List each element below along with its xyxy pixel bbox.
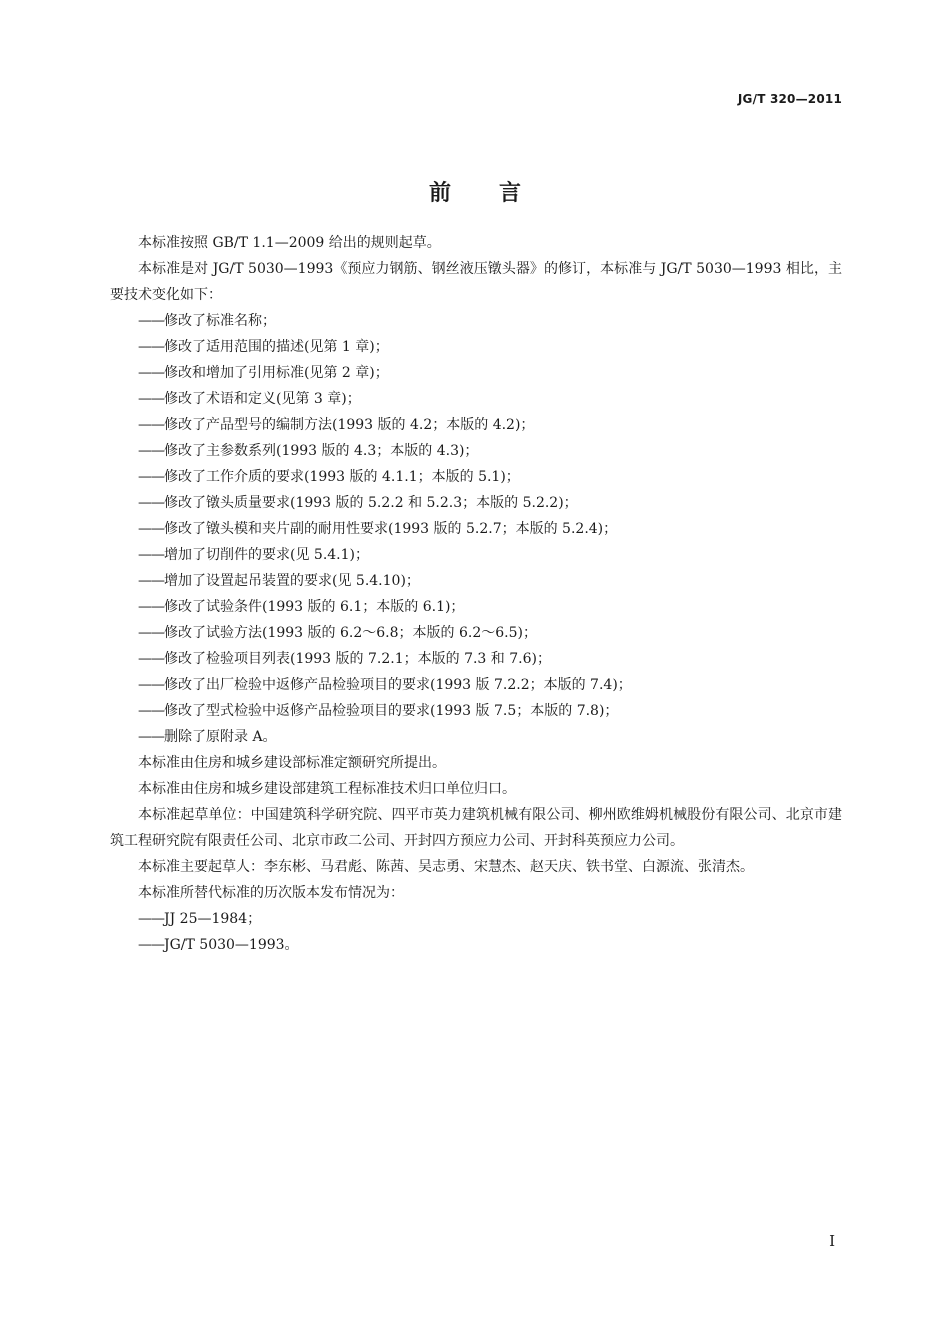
list-dash: —— [138, 651, 164, 667]
list-dash: —— [138, 313, 164, 329]
paragraph-proposer: 本标准由住房和城乡建设部标准定额研究所提出。 [138, 755, 446, 771]
list-item-text: 修改了镦头质量要求(1993 版的 5.2.2 和 5.2.3；本版的 5.2.2)； [164, 495, 578, 511]
list-item [110, 308, 842, 334]
list-item-text: JG/T 5030—1993。 [164, 937, 299, 953]
list-dash: —— [138, 547, 164, 563]
list-item-text: 修改了工作介质的要求(1993 版的 4.1.1；本版的 5.1)； [164, 469, 520, 485]
paragraph-revision-intro: 本标准是对 JG/T 5030—1993《预应力钢筋、钢丝液压镦头器》的修订，本标准与 JG/T 5030—1993 相比，主要技术变化如下： [110, 261, 842, 303]
list-item [110, 438, 842, 464]
list-item-text: 修改了试验条件(1993 版的 6.1；本版的 6.1)； [164, 599, 465, 615]
list-item [110, 620, 842, 646]
list-dash: —— [138, 599, 164, 615]
document-code: JG/T 320—2011 [737, 92, 842, 106]
list-dash: —— [138, 391, 164, 407]
page-title: 前言 [428, 181, 569, 206]
technical-changes-list [110, 308, 842, 750]
list-dash: —— [138, 625, 164, 641]
list-item [110, 386, 842, 412]
list-item [110, 698, 842, 724]
list-item [110, 490, 842, 516]
list-item-text: 修改了试验方法(1993 版的 6.2～6.8；本版的 6.2～6.5)； [164, 625, 537, 641]
list-item-text: 修改了检验项目列表(1993 版的 7.2.1；本版的 7.3 和 7.6)； [164, 651, 551, 667]
list-item [110, 464, 842, 490]
list-dash: —— [138, 573, 164, 589]
list-item-text: 修改和增加了引用标准(见第 2 章)； [164, 365, 389, 381]
list-dash: —— [138, 521, 164, 537]
list-dash: —— [138, 911, 164, 927]
list-item-text: 修改了适用范围的描述(见第 1 章)； [164, 339, 389, 355]
list-item-text: 修改了术语和定义(见第 3 章)； [164, 391, 361, 407]
list-dash: —— [138, 495, 164, 511]
list-item [110, 360, 842, 386]
list-item-text: 修改了型式检验中返修产品检验项目的要求(1993 版 7.5；本版的 7.8)； [164, 703, 619, 719]
list-dash: —— [138, 703, 164, 719]
list-item [110, 412, 842, 438]
list-item [110, 516, 842, 542]
list-dash: —— [138, 677, 164, 693]
list-item [110, 568, 842, 594]
list-dash: —— [138, 417, 164, 433]
document-body [110, 230, 842, 958]
paragraph-drafters: 本标准主要起草人：李东彬、马君彪、陈茜、吴志勇、宋慧杰、赵天庆、铁书堂、白源流、张清杰。 [138, 859, 754, 875]
list-item [110, 334, 842, 360]
list-item [110, 906, 842, 932]
list-item-text: 修改了镦头模和夹片副的耐用性要求(1993 版的 5.2.7；本版的 5.2.4)； [164, 521, 618, 537]
list-item-text: 删除了原附录 A。 [164, 729, 277, 745]
version-history-list [110, 906, 842, 958]
list-item-text: 修改了标准名称； [164, 313, 276, 329]
list-dash: —— [138, 443, 164, 459]
list-dash: —— [138, 365, 164, 381]
paragraph-version-history-intro: 本标准所替代标准的历次版本发布情况为： [138, 885, 404, 901]
paragraph-drafting-units: 本标准起草单位：中国建筑科学研究院、四平市英力建筑机械有限公司、柳州欧维姆机械股份有限公司、北京市建筑工程研究院有限责任公司、北京市政二公司、开封四方预应力公司、开封科英预应力公司。 [110, 807, 842, 849]
list-item [110, 646, 842, 672]
list-item-text: JJ 25—1984； [164, 911, 262, 927]
list-item [110, 724, 842, 750]
list-item [110, 542, 842, 568]
list-dash: —— [138, 729, 164, 745]
list-item [110, 594, 842, 620]
list-dash: —— [138, 469, 164, 485]
list-item-text: 修改了主参数系列(1993 版的 4.3；本版的 4.3)； [164, 443, 479, 459]
list-item-text: 增加了切削件的要求(见 5.4.1)； [164, 547, 369, 563]
list-item [110, 672, 842, 698]
list-dash: —— [138, 937, 164, 953]
paragraph-centralized-unit: 本标准由住房和城乡建设部建筑工程标准技术归口单位归口。 [138, 781, 516, 797]
list-item-text: 增加了设置起吊装置的要求(见 5.4.10)； [164, 573, 420, 589]
list-item-text: 修改了出厂检验中返修产品检验项目的要求(1993 版 7.2.2；本版的 7.4)； [164, 677, 632, 693]
page-number: I [829, 1232, 835, 1250]
list-dash: —— [138, 339, 164, 355]
paragraph-drafting-rules: 本标准按照 GB/T 1.1—2009 给出的规则起草。 [138, 235, 441, 251]
list-item [110, 932, 842, 958]
list-item-text: 修改了产品型号的编制方法(1993 版的 4.2；本版的 4.2)； [164, 417, 535, 433]
